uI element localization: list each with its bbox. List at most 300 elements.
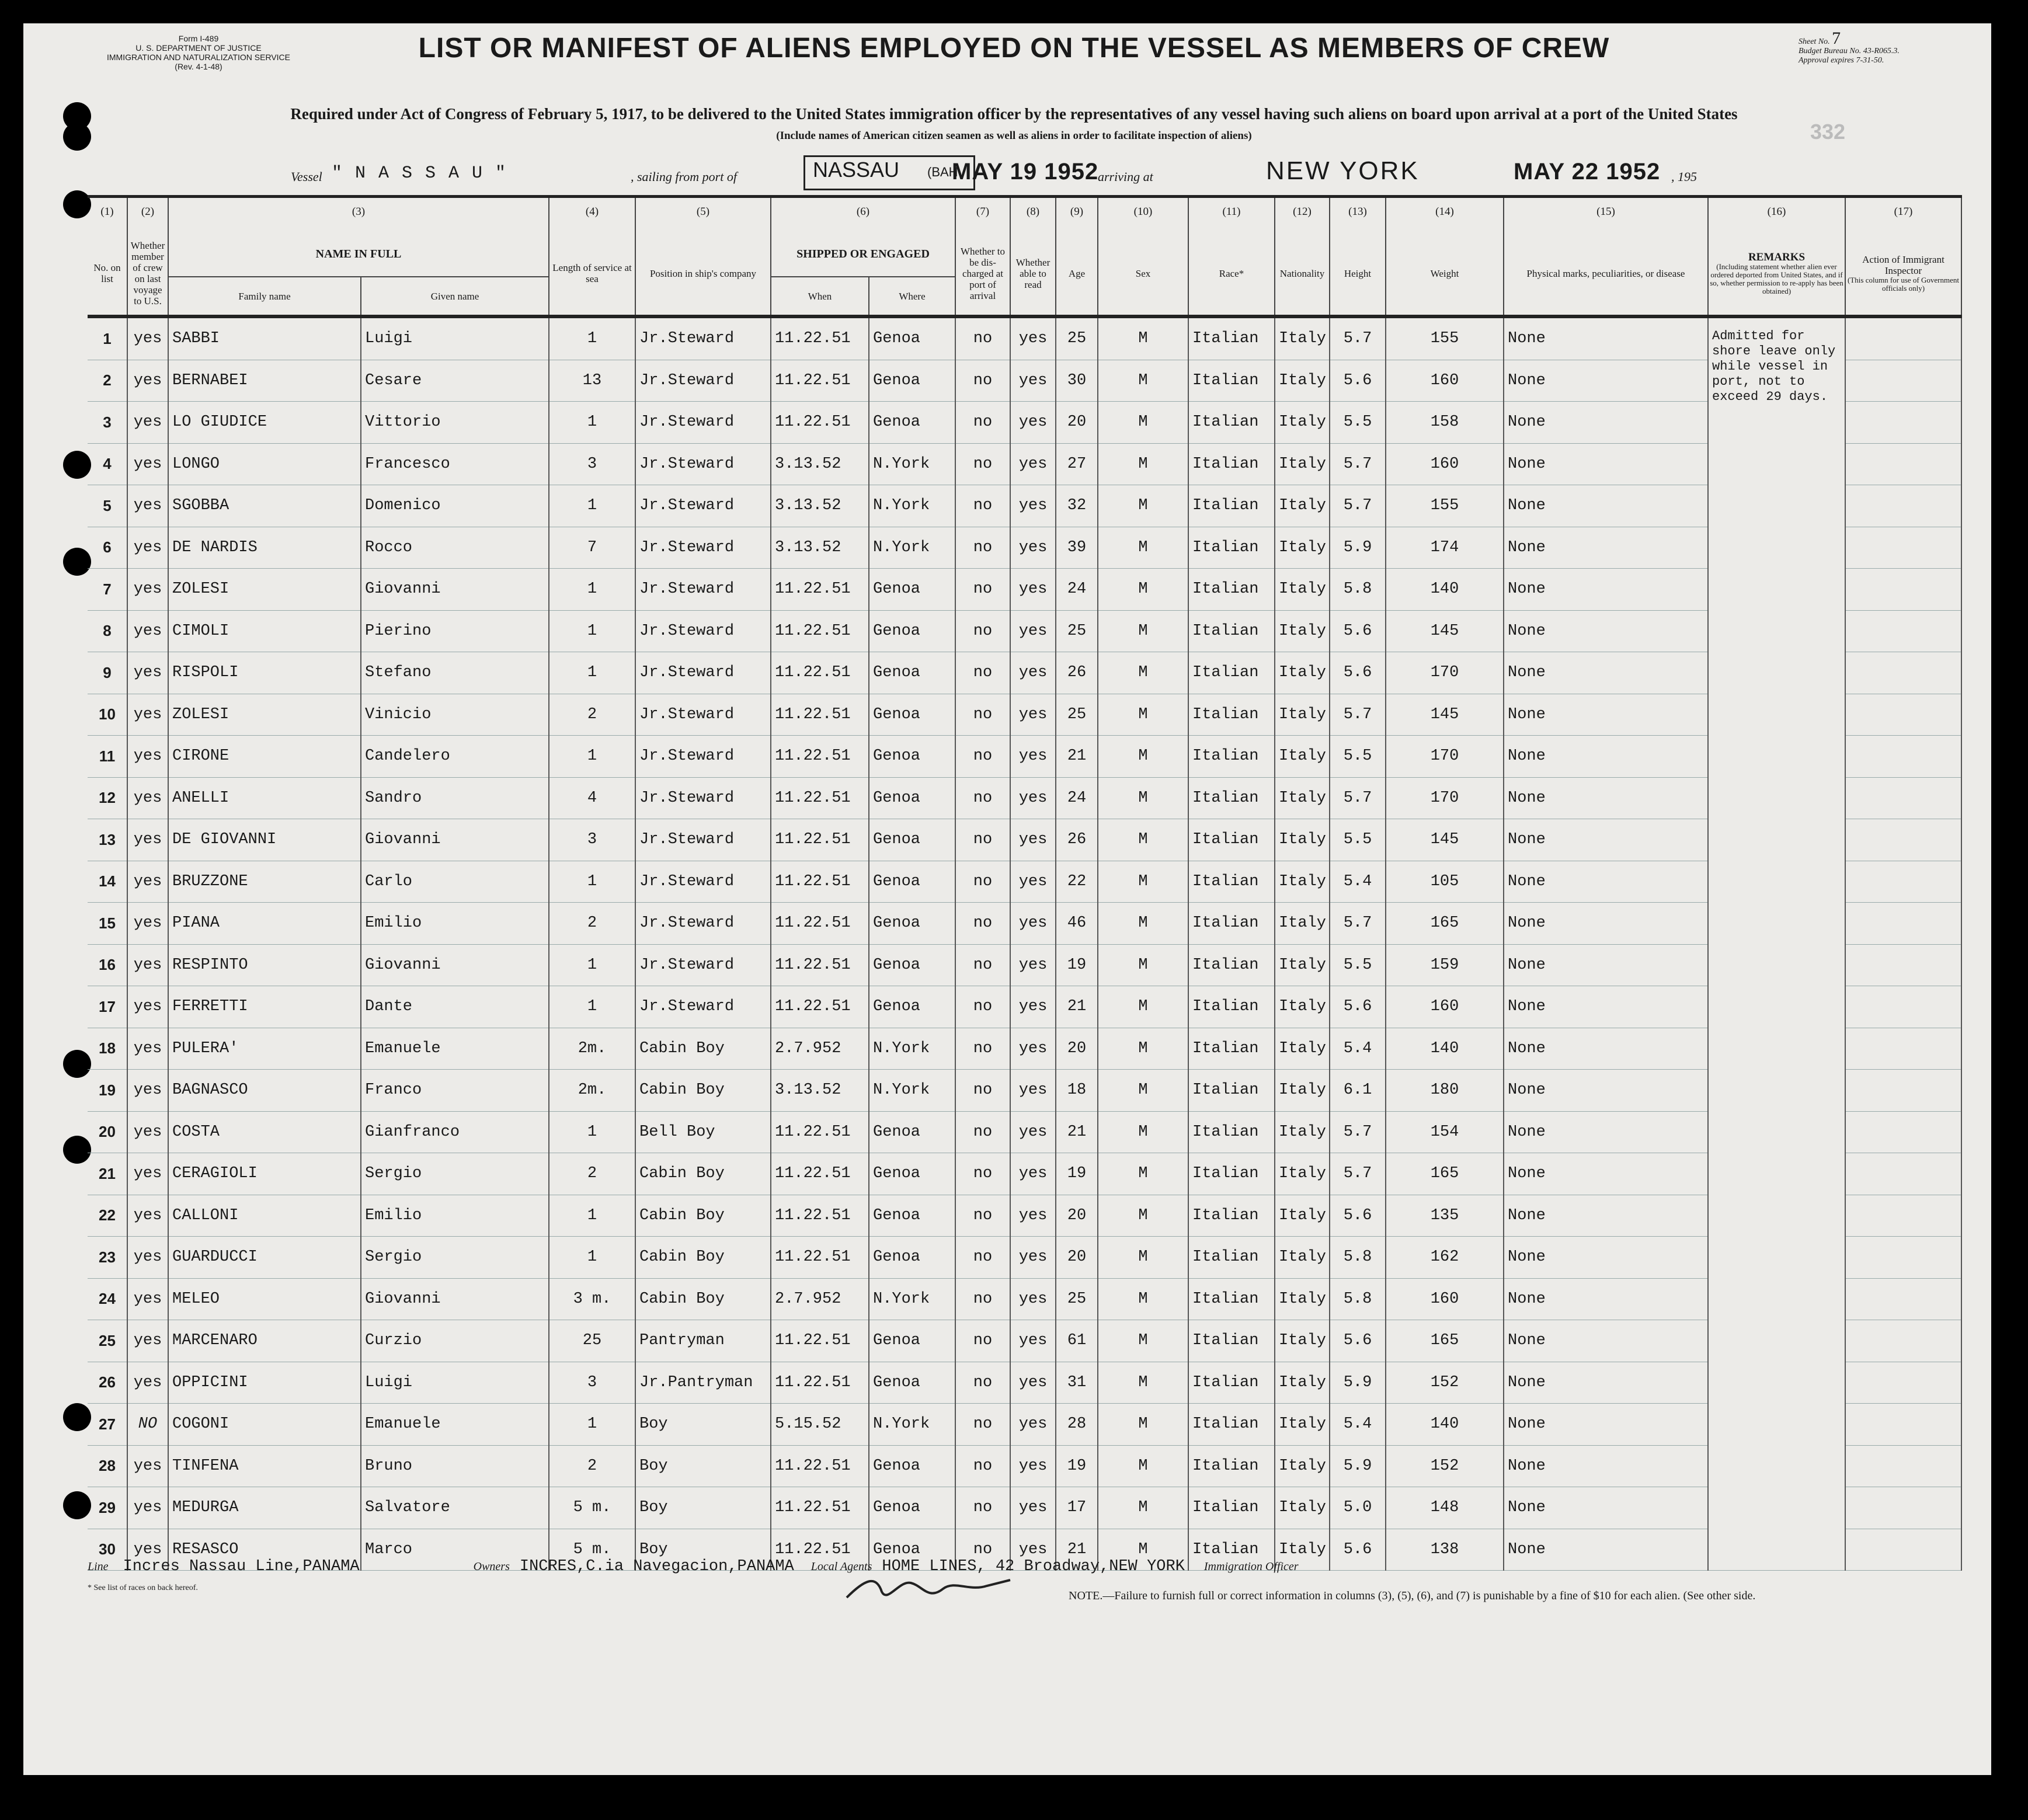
cell-sex: M bbox=[1098, 1404, 1188, 1446]
cell-read: yes bbox=[1010, 819, 1056, 861]
cell-age: 24 bbox=[1056, 777, 1098, 819]
cell-age: 25 bbox=[1056, 316, 1098, 360]
cell-action bbox=[1845, 736, 1961, 778]
cell-age: 25 bbox=[1056, 610, 1098, 652]
cell-nat: Italy bbox=[1275, 610, 1330, 652]
cell-when: 11.22.51 bbox=[771, 1529, 869, 1571]
cell-service: 2 bbox=[549, 694, 635, 736]
cell-nat: Italy bbox=[1275, 316, 1330, 360]
cell-position: Jr.Steward bbox=[635, 736, 771, 778]
cell-weight: 165 bbox=[1386, 903, 1504, 945]
cell-where: Genoa bbox=[869, 1111, 955, 1153]
cell-physical: None bbox=[1504, 944, 1708, 986]
cell-age: 32 bbox=[1056, 485, 1098, 527]
manifest-footer bbox=[88, 1558, 1962, 1575]
table-row bbox=[88, 610, 1961, 652]
cell-family: MELEO bbox=[168, 1278, 361, 1320]
cell-height: 5.5 bbox=[1330, 944, 1386, 986]
cell-where: Genoa bbox=[869, 402, 955, 444]
cell-disch: no bbox=[955, 1487, 1010, 1529]
cell-age: 27 bbox=[1056, 443, 1098, 485]
cell-sex: M bbox=[1098, 1153, 1188, 1195]
cell-weight: 152 bbox=[1386, 1445, 1504, 1487]
cell-nat: Italy bbox=[1275, 1153, 1330, 1195]
cell-given: Francesco bbox=[361, 443, 549, 485]
cell-weight: 165 bbox=[1386, 1153, 1504, 1195]
cell-no: 11 bbox=[88, 736, 127, 778]
cell-race: Italian bbox=[1188, 1153, 1275, 1195]
cell-position: Cabin Boy bbox=[635, 1028, 771, 1070]
cell-action bbox=[1845, 1111, 1961, 1153]
cell-race: Italian bbox=[1188, 1362, 1275, 1404]
cell-disch: no bbox=[955, 485, 1010, 527]
cell-disch: no bbox=[955, 527, 1010, 569]
sheet-number-block bbox=[1799, 29, 1956, 65]
cell-where: N.York bbox=[869, 1404, 955, 1446]
cell-no: 25 bbox=[88, 1320, 127, 1362]
cell-physical: None bbox=[1504, 819, 1708, 861]
cell-disch: no bbox=[955, 903, 1010, 945]
cell-where: Genoa bbox=[869, 610, 955, 652]
cell-read: yes bbox=[1010, 1111, 1056, 1153]
cell-position: Jr.Steward bbox=[635, 777, 771, 819]
table-row bbox=[88, 527, 1961, 569]
cell-nat: Italy bbox=[1275, 569, 1330, 611]
cell-family: CERAGIOLI bbox=[168, 1153, 361, 1195]
table-row bbox=[88, 694, 1961, 736]
cell-when: 3.13.52 bbox=[771, 527, 869, 569]
cell-sex: M bbox=[1098, 402, 1188, 444]
cell-action bbox=[1845, 527, 1961, 569]
cell-weight: 158 bbox=[1386, 402, 1504, 444]
table-row bbox=[88, 1362, 1961, 1404]
header-family-name: Family name bbox=[168, 277, 361, 316]
cell-physical: None bbox=[1504, 777, 1708, 819]
cell-when: 11.22.51 bbox=[771, 819, 869, 861]
cell-nat: Italy bbox=[1275, 736, 1330, 778]
cell-family: RESASCO bbox=[168, 1529, 361, 1571]
form-number: Form I-489 bbox=[178, 34, 219, 43]
cell-where: N.York bbox=[869, 1070, 955, 1112]
cell-family: CIMOLI bbox=[168, 610, 361, 652]
cell-family: CALLONI bbox=[168, 1195, 361, 1237]
cell-given: Carlo bbox=[361, 861, 549, 903]
cell-weight: 160 bbox=[1386, 986, 1504, 1028]
cell-given: Emilio bbox=[361, 903, 549, 945]
cell-no: 10 bbox=[88, 694, 127, 736]
cell-when: 11.22.51 bbox=[771, 1362, 869, 1404]
cell-age: 21 bbox=[1056, 1111, 1098, 1153]
cell-no: 2 bbox=[88, 360, 127, 402]
cell-member: yes bbox=[127, 443, 168, 485]
cell-physical: None bbox=[1504, 402, 1708, 444]
cell-position: Cabin Boy bbox=[635, 1070, 771, 1112]
cell-given: Vittorio bbox=[361, 402, 549, 444]
crew-manifest-table bbox=[88, 195, 1962, 1571]
budget-bureau: Budget Bureau No. 43-R065.3. bbox=[1799, 47, 1900, 55]
cell-given: Rocco bbox=[361, 527, 549, 569]
cell-age: 26 bbox=[1056, 819, 1098, 861]
cell-disch: no bbox=[955, 360, 1010, 402]
cell-when: 3.13.52 bbox=[771, 485, 869, 527]
table-row bbox=[88, 569, 1961, 611]
cell-weight: 145 bbox=[1386, 610, 1504, 652]
cell-service: 5 m. bbox=[549, 1529, 635, 1571]
cell-given: Emilio bbox=[361, 1195, 549, 1237]
cell-no: 23 bbox=[88, 1237, 127, 1279]
table-row bbox=[88, 1237, 1961, 1279]
cell-given: Giovanni bbox=[361, 819, 549, 861]
cell-read: yes bbox=[1010, 652, 1056, 694]
cell-no: 15 bbox=[88, 903, 127, 945]
cell-nat: Italy bbox=[1275, 402, 1330, 444]
col-num-11: (11) bbox=[1188, 197, 1275, 232]
cell-when: 11.22.51 bbox=[771, 402, 869, 444]
cell-where: Genoa bbox=[869, 861, 955, 903]
cell-where: Genoa bbox=[869, 1320, 955, 1362]
cell-where: N.York bbox=[869, 443, 955, 485]
cell-height: 5.5 bbox=[1330, 736, 1386, 778]
cell-position: Pantryman bbox=[635, 1320, 771, 1362]
cell-position: Jr.Steward bbox=[635, 443, 771, 485]
cell-given: Gianfranco bbox=[361, 1111, 549, 1153]
sail-date-stamp: MAY 19 1952 bbox=[952, 159, 1099, 185]
header-given-name: Given name bbox=[361, 277, 549, 316]
cell-when: 11.22.51 bbox=[771, 1487, 869, 1529]
cell-read: yes bbox=[1010, 1028, 1056, 1070]
cell-when: 3.13.52 bbox=[771, 443, 869, 485]
cell-where: Genoa bbox=[869, 777, 955, 819]
cell-disch: no bbox=[955, 1111, 1010, 1153]
cell-read: yes bbox=[1010, 1487, 1056, 1529]
cell-action bbox=[1845, 777, 1961, 819]
cell-family: BAGNASCO bbox=[168, 1070, 361, 1112]
cell-action bbox=[1845, 1320, 1961, 1362]
header-shipped-engaged: SHIPPED OR ENGAGED bbox=[771, 232, 955, 277]
cell-weight: 140 bbox=[1386, 1404, 1504, 1446]
cell-read: yes bbox=[1010, 1237, 1056, 1279]
cell-physical: None bbox=[1504, 1529, 1708, 1571]
cell-member: yes bbox=[127, 360, 168, 402]
header-remarks bbox=[1708, 232, 1845, 316]
cell-physical: None bbox=[1504, 485, 1708, 527]
cell-read: yes bbox=[1010, 1529, 1056, 1571]
cell-service: 4 bbox=[549, 777, 635, 819]
cell-position: Jr.Steward bbox=[635, 903, 771, 945]
cell-service: 1 bbox=[549, 485, 635, 527]
cell-nat: Italy bbox=[1275, 1028, 1330, 1070]
cell-physical: None bbox=[1504, 1487, 1708, 1529]
cell-disch: no bbox=[955, 1445, 1010, 1487]
cell-service: 7 bbox=[549, 527, 635, 569]
cell-physical: None bbox=[1504, 861, 1708, 903]
table-row bbox=[88, 861, 1961, 903]
cell-physical: None bbox=[1504, 360, 1708, 402]
cell-member: yes bbox=[127, 1070, 168, 1112]
cell-when: 11.22.51 bbox=[771, 652, 869, 694]
cell-member: yes bbox=[127, 1028, 168, 1070]
cell-position: Jr.Steward bbox=[635, 944, 771, 986]
cell-given: Cesare bbox=[361, 360, 549, 402]
cell-no: 4 bbox=[88, 443, 127, 485]
cell-age: 39 bbox=[1056, 527, 1098, 569]
cell-read: yes bbox=[1010, 736, 1056, 778]
cell-read: yes bbox=[1010, 944, 1056, 986]
approval-expires: Approval expires 7-31-50. bbox=[1799, 56, 1884, 65]
cell-sex: M bbox=[1098, 944, 1188, 986]
cell-disch: no bbox=[955, 316, 1010, 360]
cell-height: 5.8 bbox=[1330, 1278, 1386, 1320]
cell-when: 11.22.51 bbox=[771, 316, 869, 360]
header-when: When bbox=[771, 277, 869, 316]
table-row bbox=[88, 316, 1961, 360]
cell-height: 5.7 bbox=[1330, 443, 1386, 485]
cell-disch: no bbox=[955, 610, 1010, 652]
cell-where: Genoa bbox=[869, 1445, 955, 1487]
cell-given: Emanuele bbox=[361, 1404, 549, 1446]
cell-service: 5 m. bbox=[549, 1487, 635, 1529]
cell-disch: no bbox=[955, 1362, 1010, 1404]
cell-nat: Italy bbox=[1275, 485, 1330, 527]
cell-no: 26 bbox=[88, 1362, 127, 1404]
cell-physical: None bbox=[1504, 736, 1708, 778]
table-row bbox=[88, 1070, 1961, 1112]
table-row bbox=[88, 1278, 1961, 1320]
requirement-text: Required under Act of Congress of February 5, 1917, to be delivered to the United States immigration officer by the representatives of any vessel having such aliens on board upon arrival at a port of the United States bbox=[290, 105, 1738, 123]
cell-weight: 170 bbox=[1386, 777, 1504, 819]
cell-nat: Italy bbox=[1275, 527, 1330, 569]
cell-given: Pierino bbox=[361, 610, 549, 652]
cell-read: yes bbox=[1010, 360, 1056, 402]
cell-no: 18 bbox=[88, 1028, 127, 1070]
cell-when: 11.22.51 bbox=[771, 610, 869, 652]
cell-action bbox=[1845, 1278, 1961, 1320]
cell-sex: M bbox=[1098, 360, 1188, 402]
cell-read: yes bbox=[1010, 1070, 1056, 1112]
table-row bbox=[88, 443, 1961, 485]
binder-hole bbox=[63, 190, 91, 218]
cell-action bbox=[1845, 1237, 1961, 1279]
cell-age: 19 bbox=[1056, 944, 1098, 986]
cell-race: Italian bbox=[1188, 694, 1275, 736]
cell-when: 11.22.51 bbox=[771, 1445, 869, 1487]
col-num-16: (16) bbox=[1708, 197, 1845, 232]
cell-family: MARCENARO bbox=[168, 1320, 361, 1362]
cell-read: yes bbox=[1010, 1445, 1056, 1487]
cell-given: Dante bbox=[361, 986, 549, 1028]
cell-given: Sergio bbox=[361, 1237, 549, 1279]
cell-disch: no bbox=[955, 986, 1010, 1028]
cell-position: Jr.Steward bbox=[635, 316, 771, 360]
cell-physical: None bbox=[1504, 694, 1708, 736]
cell-no: 9 bbox=[88, 652, 127, 694]
cell-nat: Italy bbox=[1275, 903, 1330, 945]
header-nationality: Nationality bbox=[1275, 232, 1330, 316]
arriving-label: arriving at bbox=[1098, 169, 1153, 184]
cell-where: Genoa bbox=[869, 819, 955, 861]
cell-physical: None bbox=[1504, 1320, 1708, 1362]
cell-member: yes bbox=[127, 569, 168, 611]
header-name-in-full: NAME IN FULL bbox=[168, 232, 549, 277]
cell-weight: 145 bbox=[1386, 819, 1504, 861]
cell-height: 5.7 bbox=[1330, 777, 1386, 819]
cell-position: Cabin Boy bbox=[635, 1195, 771, 1237]
cell-given: Curzio bbox=[361, 1320, 549, 1362]
cell-age: 19 bbox=[1056, 1445, 1098, 1487]
cell-physical: None bbox=[1504, 443, 1708, 485]
cell-sex: M bbox=[1098, 652, 1188, 694]
header-height: Height bbox=[1330, 232, 1386, 316]
cell-height: 5.8 bbox=[1330, 1237, 1386, 1279]
cell-given: Candelero bbox=[361, 736, 549, 778]
cell-disch: no bbox=[955, 1153, 1010, 1195]
cell-sex: M bbox=[1098, 1278, 1188, 1320]
cell-service: 13 bbox=[549, 360, 635, 402]
cell-read: yes bbox=[1010, 986, 1056, 1028]
table-row bbox=[88, 1028, 1961, 1070]
cell-race: Italian bbox=[1188, 1487, 1275, 1529]
cell-race: Italian bbox=[1188, 986, 1275, 1028]
table-row bbox=[88, 1445, 1961, 1487]
cell-family: FERRETTI bbox=[168, 986, 361, 1028]
cell-age: 28 bbox=[1056, 1404, 1098, 1446]
owners-value: INCRES,C.ia Navegacion,PANAMA bbox=[519, 1558, 794, 1575]
cell-physical: None bbox=[1504, 652, 1708, 694]
cell-action bbox=[1845, 652, 1961, 694]
header-position: Position in ship's company bbox=[635, 232, 771, 316]
cell-given: Emanuele bbox=[361, 1028, 549, 1070]
cell-sex: M bbox=[1098, 610, 1188, 652]
cell-disch: no bbox=[955, 1320, 1010, 1362]
cell-action bbox=[1845, 1028, 1961, 1070]
cell-no: 28 bbox=[88, 1445, 127, 1487]
cell-weight: 160 bbox=[1386, 360, 1504, 402]
cell-physical: None bbox=[1504, 610, 1708, 652]
cell-race: Italian bbox=[1188, 861, 1275, 903]
cell-service: 2m. bbox=[549, 1070, 635, 1112]
cell-nat: Italy bbox=[1275, 443, 1330, 485]
cell-action bbox=[1845, 1153, 1961, 1195]
cell-no: 12 bbox=[88, 777, 127, 819]
cell-race: Italian bbox=[1188, 610, 1275, 652]
cell-action bbox=[1845, 1362, 1961, 1404]
cell-no: 21 bbox=[88, 1153, 127, 1195]
cell-weight: 159 bbox=[1386, 944, 1504, 986]
cell-disch: no bbox=[955, 736, 1010, 778]
col-num-1: (1) bbox=[88, 197, 127, 232]
cell-nat: Italy bbox=[1275, 1487, 1330, 1529]
cell-sex: M bbox=[1098, 986, 1188, 1028]
cell-given: Vinicio bbox=[361, 694, 549, 736]
cell-action bbox=[1845, 861, 1961, 903]
form-service: IMMIGRATION AND NATURALIZATION SERVICE bbox=[107, 53, 290, 62]
cell-family: COSTA bbox=[168, 1111, 361, 1153]
cell-age: 22 bbox=[1056, 861, 1098, 903]
cell-height: 6.1 bbox=[1330, 1070, 1386, 1112]
cell-race: Italian bbox=[1188, 1320, 1275, 1362]
cell-weight: 148 bbox=[1386, 1487, 1504, 1529]
cell-weight: 180 bbox=[1386, 1070, 1504, 1112]
cell-race: Italian bbox=[1188, 527, 1275, 569]
cell-service: 1 bbox=[549, 736, 635, 778]
cell-weight: 160 bbox=[1386, 1278, 1504, 1320]
cell-age: 24 bbox=[1056, 569, 1098, 611]
cell-height: 5.6 bbox=[1330, 1529, 1386, 1571]
cell-member: yes bbox=[127, 903, 168, 945]
cell-nat: Italy bbox=[1275, 986, 1330, 1028]
cell-height: 5.9 bbox=[1330, 1445, 1386, 1487]
cell-service: 1 bbox=[549, 1404, 635, 1446]
cell-weight: 135 bbox=[1386, 1195, 1504, 1237]
cell-height: 5.7 bbox=[1330, 485, 1386, 527]
cell-position: Jr.Pantryman bbox=[635, 1362, 771, 1404]
header-where: Where bbox=[869, 277, 955, 316]
cell-race: Italian bbox=[1188, 1278, 1275, 1320]
cell-action bbox=[1845, 694, 1961, 736]
cell-nat: Italy bbox=[1275, 1111, 1330, 1153]
cell-race: Italian bbox=[1188, 443, 1275, 485]
cell-disch: no bbox=[955, 861, 1010, 903]
cell-member: yes bbox=[127, 1320, 168, 1362]
cell-member: yes bbox=[127, 1487, 168, 1529]
cell-race: Italian bbox=[1188, 777, 1275, 819]
cell-where: N.York bbox=[869, 1278, 955, 1320]
cell-where: Genoa bbox=[869, 652, 955, 694]
arrival-date-stamp: MAY 22 1952 bbox=[1514, 159, 1661, 185]
cell-when: 11.22.51 bbox=[771, 360, 869, 402]
cell-no: 29 bbox=[88, 1487, 127, 1529]
cell-nat: Italy bbox=[1275, 1278, 1330, 1320]
cell-service: 1 bbox=[549, 569, 635, 611]
cell-sex: M bbox=[1098, 527, 1188, 569]
cell-read: yes bbox=[1010, 903, 1056, 945]
col-num-3: (3) bbox=[168, 197, 549, 232]
sailing-from-label: , sailing from port of bbox=[631, 169, 737, 184]
cell-race: Italian bbox=[1188, 1070, 1275, 1112]
cell-family: BERNABEI bbox=[168, 360, 361, 402]
cell-read: yes bbox=[1010, 1320, 1056, 1362]
cell-where: Genoa bbox=[869, 569, 955, 611]
cell-member: yes bbox=[127, 1111, 168, 1153]
cell-no: 20 bbox=[88, 1111, 127, 1153]
cell-disch: no bbox=[955, 694, 1010, 736]
cell-physical: None bbox=[1504, 527, 1708, 569]
cell-no: 1 bbox=[88, 316, 127, 360]
col-num-10: (10) bbox=[1098, 197, 1188, 232]
cell-physical: None bbox=[1504, 1278, 1708, 1320]
cell-height: 5.7 bbox=[1330, 316, 1386, 360]
cell-member: yes bbox=[127, 944, 168, 986]
cell-position: Jr.Steward bbox=[635, 360, 771, 402]
cell-weight: 155 bbox=[1386, 316, 1504, 360]
cell-given: Franco bbox=[361, 1070, 549, 1112]
cell-service: 3 bbox=[549, 1362, 635, 1404]
cell-read: yes bbox=[1010, 1362, 1056, 1404]
cell-weight: 170 bbox=[1386, 652, 1504, 694]
cell-where: N.York bbox=[869, 527, 955, 569]
cell-read: yes bbox=[1010, 861, 1056, 903]
cell-weight: 162 bbox=[1386, 1237, 1504, 1279]
cell-age: 20 bbox=[1056, 1237, 1098, 1279]
cell-race: Italian bbox=[1188, 316, 1275, 360]
cell-disch: no bbox=[955, 652, 1010, 694]
cell-no: 14 bbox=[88, 861, 127, 903]
cell-where: Genoa bbox=[869, 1153, 955, 1195]
cell-action bbox=[1845, 1070, 1961, 1112]
header-race: Race* bbox=[1188, 232, 1275, 316]
sheet-number: 7 bbox=[1832, 29, 1841, 48]
owners-label: Owners bbox=[473, 1560, 510, 1573]
